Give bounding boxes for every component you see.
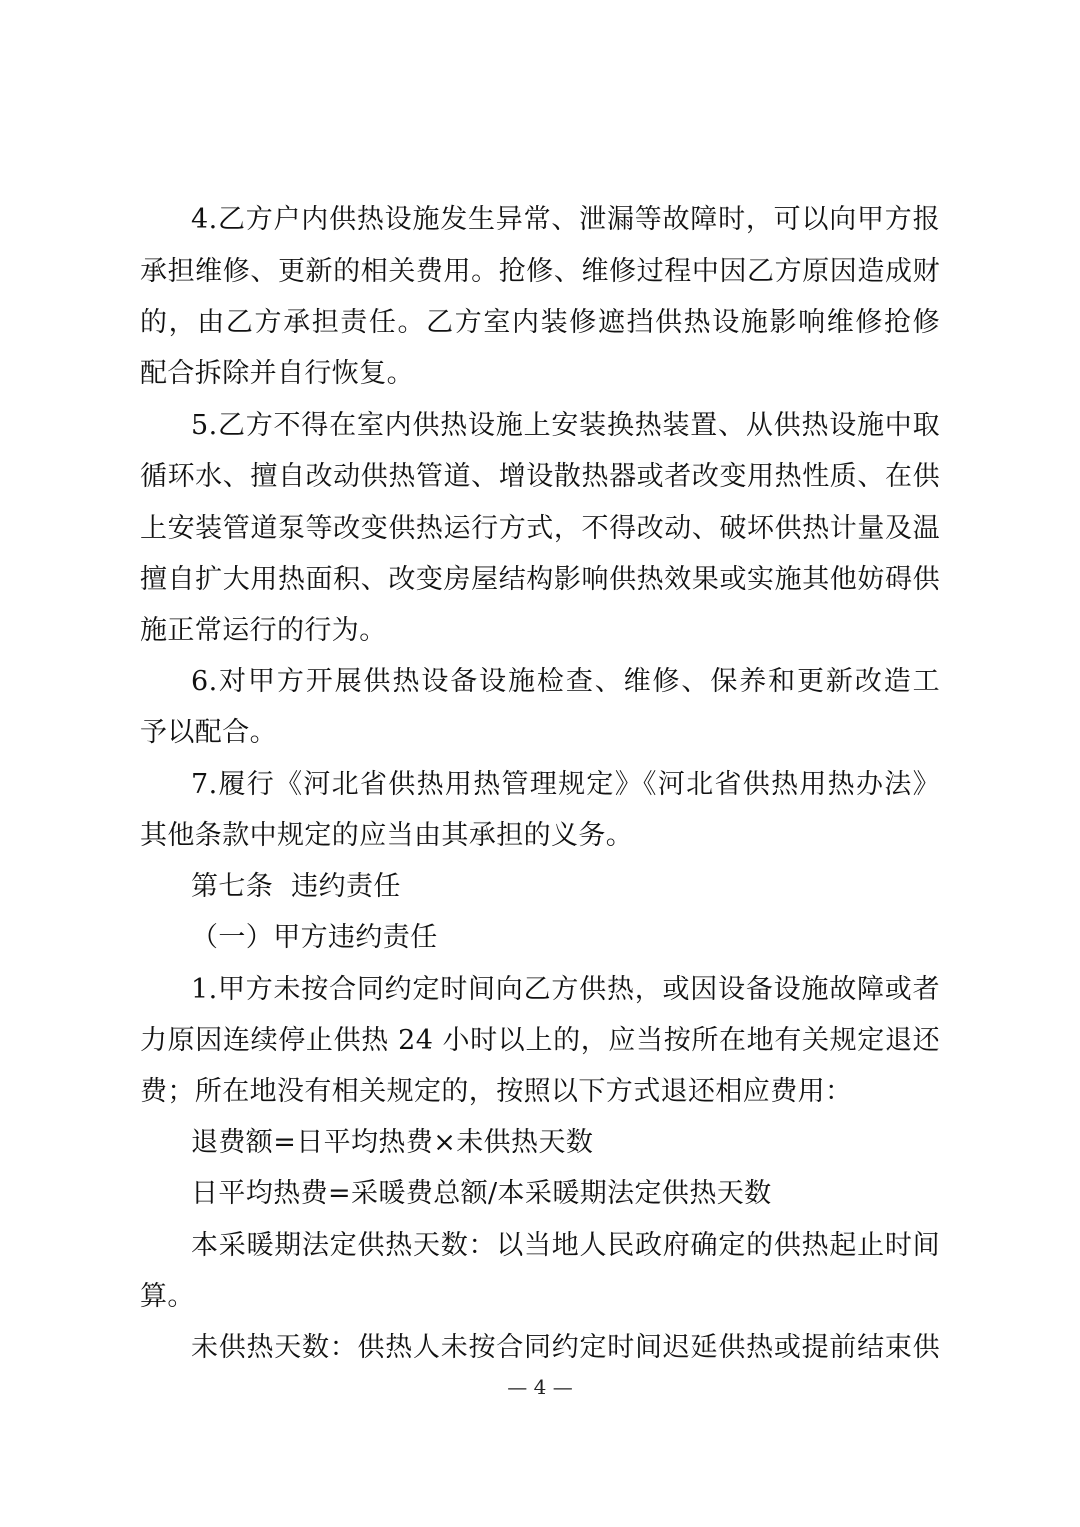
text-line: 的，由乙方承担责任。乙方室内装修遮挡供热设施影响维修抢修 (140, 307, 940, 338)
text-line: 循环水、擅自改动供热管道、增设散热器或者改变用热性质、在供 (140, 461, 940, 492)
page-number: — 4 — (507, 1375, 573, 1399)
text-line: 5.乙方不得在室内供热设施上安装换热装置、从供热设施中取 (191, 410, 940, 441)
article-heading: 第七条 违约责任 (191, 871, 401, 902)
section-heading: （一）甲方违约责任 (191, 922, 438, 953)
text-line: 施正常运行的行为。 (140, 615, 387, 646)
text-line: 承担维修、更新的相关费用。抢修、维修过程中因乙方原因造成财 (140, 256, 940, 287)
text-line: 算。 (140, 1281, 195, 1312)
text-line: 未供热天数：供热人未按合同约定时间迟延供热或提前结束供 (191, 1332, 940, 1363)
text-line: 上安装管道泵等改变供热运行方式，不得改动、破坏供热计量及温 (140, 513, 940, 544)
text-line: 4.乙方户内供热设施发生异常、泄漏等故障时，可以向甲方报 (191, 204, 940, 235)
text-line: 擅自扩大用热面积、改变房屋结构影响供热效果或实施其他妨碍供 (140, 564, 940, 595)
text-line: 费；所在地没有相关规定的，按照以下方式退还相应费用： (140, 1076, 853, 1107)
text-line: 配合拆除并自行恢复。 (140, 358, 414, 389)
text-line: 本采暖期法定供热天数：以当地人民政府确定的供热起止时间 (191, 1230, 940, 1261)
formula-line: 退费额=日平均热费×未供热天数 (191, 1127, 594, 1158)
text-line: 6.对甲方开展供热设备设施检查、维修、保养和更新改造工 (191, 666, 940, 697)
text-line: 1.甲方未按合同约定时间向乙方供热，或因设备设施故障或者 (191, 974, 940, 1005)
formula-line: 日平均热费=采暖费总额/本采暖期法定供热天数 (191, 1178, 772, 1209)
text-line: 予以配合。 (140, 717, 277, 748)
text-line: 7.履行《河北省供热用热管理规定》《河北省供热用热办法》 (191, 769, 940, 800)
text-line: 力原因连续停止供热 24 小时以上的，应当按所在地有关规定退还 (140, 1025, 940, 1056)
text-line: 其他条款中规定的应当由其承担的义务。 (140, 820, 634, 851)
